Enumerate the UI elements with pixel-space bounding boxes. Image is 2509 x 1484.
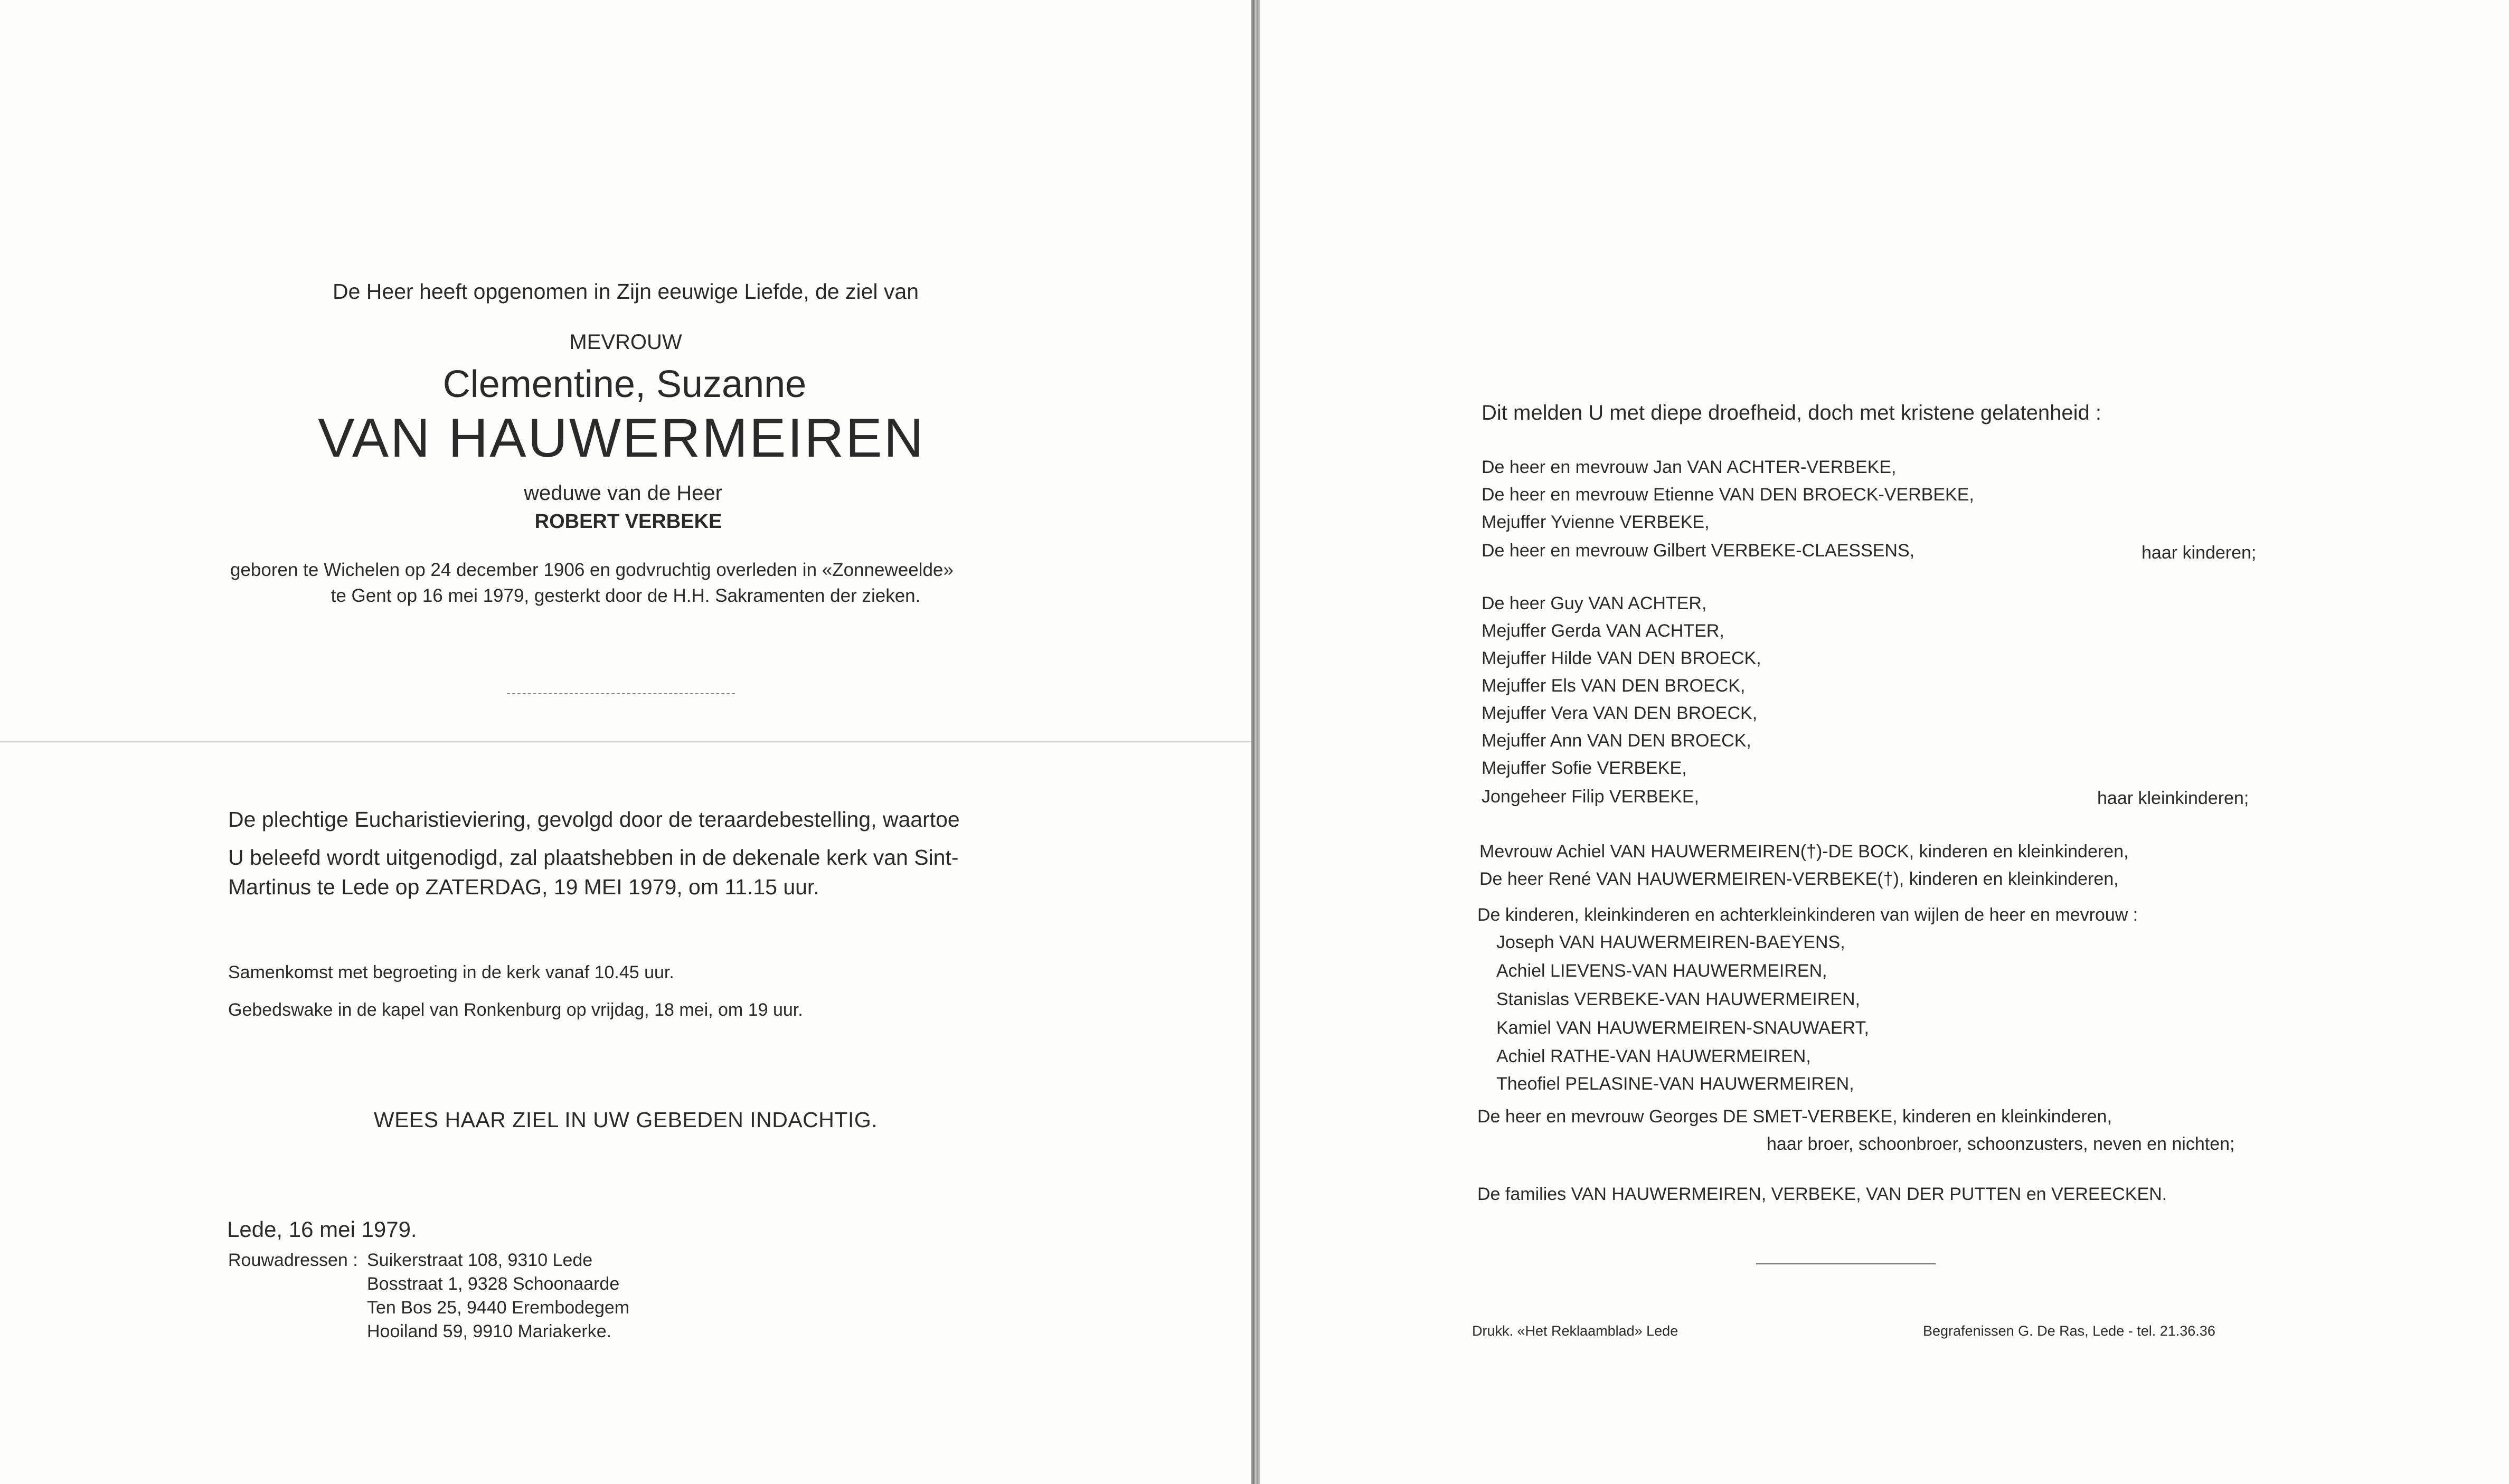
child-line: Mejuffer Yvienne VERBEKE,	[1482, 512, 1710, 532]
undertaker-text: Begrafenissen G. De Ras, Lede - tel. 21.36.36	[1923, 1323, 2215, 1339]
vigil-text: Gebedswake in de kapel van Ronkenburg op vrijdag, 18 mei, om 19 uur.	[228, 1000, 803, 1020]
grandchild-line: Mejuffer Hilde VAN DEN BROECK,	[1482, 648, 1761, 668]
ceremony-line-1: De plechtige Eucharistieviering, gevolgd door de teraardebestelling, waartoe	[228, 807, 960, 831]
descendant-line: Achiel LIEVENS-VAN HAUWERMEIREN,	[1496, 961, 1827, 981]
address-line: Ten Bos 25, 9440 Erembodegem	[367, 1298, 630, 1318]
family-line: De heer René VAN HAUWERMEIREN-VERBEKE(†), kinderen en kleinkinderen,	[1479, 869, 2119, 889]
intro-text: De Heer heeft opgenomen in Zijn eeuwige Liefde, de ziel van	[333, 279, 919, 304]
children-label: haar kinderen;	[2142, 543, 2257, 563]
descendant-line: Achiel RATHE-VAN HAUWERMEIREN,	[1496, 1046, 1811, 1066]
descendant-line: Stanislas VERBEKE-VAN HAUWERMEIREN,	[1496, 989, 1860, 1009]
husband-name: ROBERT VERBEKE	[534, 511, 722, 533]
grandchild-line: Jongeheer Filip VERBEKE,	[1482, 787, 1699, 807]
separator-rule	[507, 693, 735, 695]
child-line: De heer en mevrouw Jan VAN ACHTER-VERBEKE,	[1482, 457, 1897, 477]
first-names: Clementine, Suzanne	[442, 363, 807, 405]
title-prefix: MEVROUW	[569, 330, 682, 354]
family-line: De kinderen, kleinkinderen en achterkleinkinderen van wijlen de heer en mevrouw :	[1477, 905, 2138, 925]
descendant-line: Theofiel PELASINE-VAN HAUWERMEIREN,	[1496, 1074, 1854, 1094]
birth-line-2: te Gent op 16 mei 1979, gesterkt door de H.H. Sakramenten der zieken.	[331, 585, 921, 606]
right-intro: Dit melden U met diepe droefheid, doch met kristene gelatenheid :	[1482, 401, 2102, 424]
widow-of: weduwe van de Heer	[524, 481, 722, 505]
surname: VAN HAUWERMEIREN	[318, 408, 925, 469]
fold-line	[0, 741, 1251, 743]
family-line: De heer en mevrouw Georges DE SMET-VERBEKE, kinderen en kleinkinderen,	[1477, 1107, 2112, 1127]
place-date: Lede, 16 mei 1979.	[227, 1217, 417, 1242]
gathering-text: Samenkomst met begroeting in de kerk vanaf 10.45 uur.	[228, 962, 674, 982]
child-line: De heer en mevrouw Gilbert VERBEKE-CLAESSENS,	[1482, 541, 1915, 561]
ceremony-line-2: U beleefd wordt uitgenodigd, zal plaatshebben in de dekenale kerk van Sint-	[228, 845, 959, 869]
card-gutter	[1253, 0, 1258, 1484]
right-card	[1258, 0, 2509, 1484]
address-line: Bosstraat 1, 9328 Schoonaarde	[367, 1274, 620, 1294]
grandchildren-label: haar kleinkinderen;	[2097, 788, 2249, 808]
grandchild-line: Mejuffer Ann VAN DEN BROECK,	[1482, 731, 1751, 751]
grandchild-line: Mejuffer Els VAN DEN BROECK,	[1482, 676, 1746, 696]
prayer-text: WEES HAAR ZIEL IN UW GEBEDEN INDACHTIG.	[373, 1108, 878, 1132]
descendant-line: Joseph VAN HAUWERMEIREN-BAEYENS,	[1496, 932, 1845, 952]
grandchild-line: De heer Guy VAN ACHTER,	[1482, 593, 1707, 613]
addresses-label: Rouwadressen :	[228, 1250, 358, 1270]
grandchild-line: Mejuffer Gerda VAN ACHTER,	[1482, 621, 1724, 641]
ceremony-line-3: Martinus te Lede op ZATERDAG, 19 MEI 1979, om 11.15 uur.	[228, 875, 819, 899]
address-line: Hooiland 59, 9910 Mariakerke.	[367, 1321, 612, 1341]
grandchild-line: Mejuffer Sofie VERBEKE,	[1482, 758, 1687, 778]
left-card	[0, 0, 1253, 1484]
grandchild-line: Mejuffer Vera VAN DEN BROECK,	[1482, 703, 1758, 723]
birth-line-1: geboren te Wichelen op 24 december 1906 en godvruchtig overleden in «Zonneweelde»	[230, 560, 954, 580]
siblings-label: haar broer, schoonbroer, schoonzusters, neven en nichten;	[1767, 1134, 2235, 1154]
address-line: Suikerstraat 108, 9310 Lede	[367, 1250, 593, 1270]
descendant-line: Kamiel VAN HAUWERMEIREN-SNAUWAERT,	[1496, 1018, 1869, 1038]
family-line: Mevrouw Achiel VAN HAUWERMEIREN(†)-DE BOCK, kinderen en kleinkinderen,	[1479, 842, 2129, 862]
families-line: De families VAN HAUWERMEIREN, VERBEKE, VAN DER PUTTEN en VEREECKEN.	[1477, 1184, 2167, 1204]
child-line: De heer en mevrouw Etienne VAN DEN BROECK-VERBEKE,	[1482, 485, 1974, 505]
separator-rule	[1756, 1263, 1936, 1264]
printer-text: Drukk. «Het Reklaamblad» Lede	[1472, 1323, 1678, 1339]
